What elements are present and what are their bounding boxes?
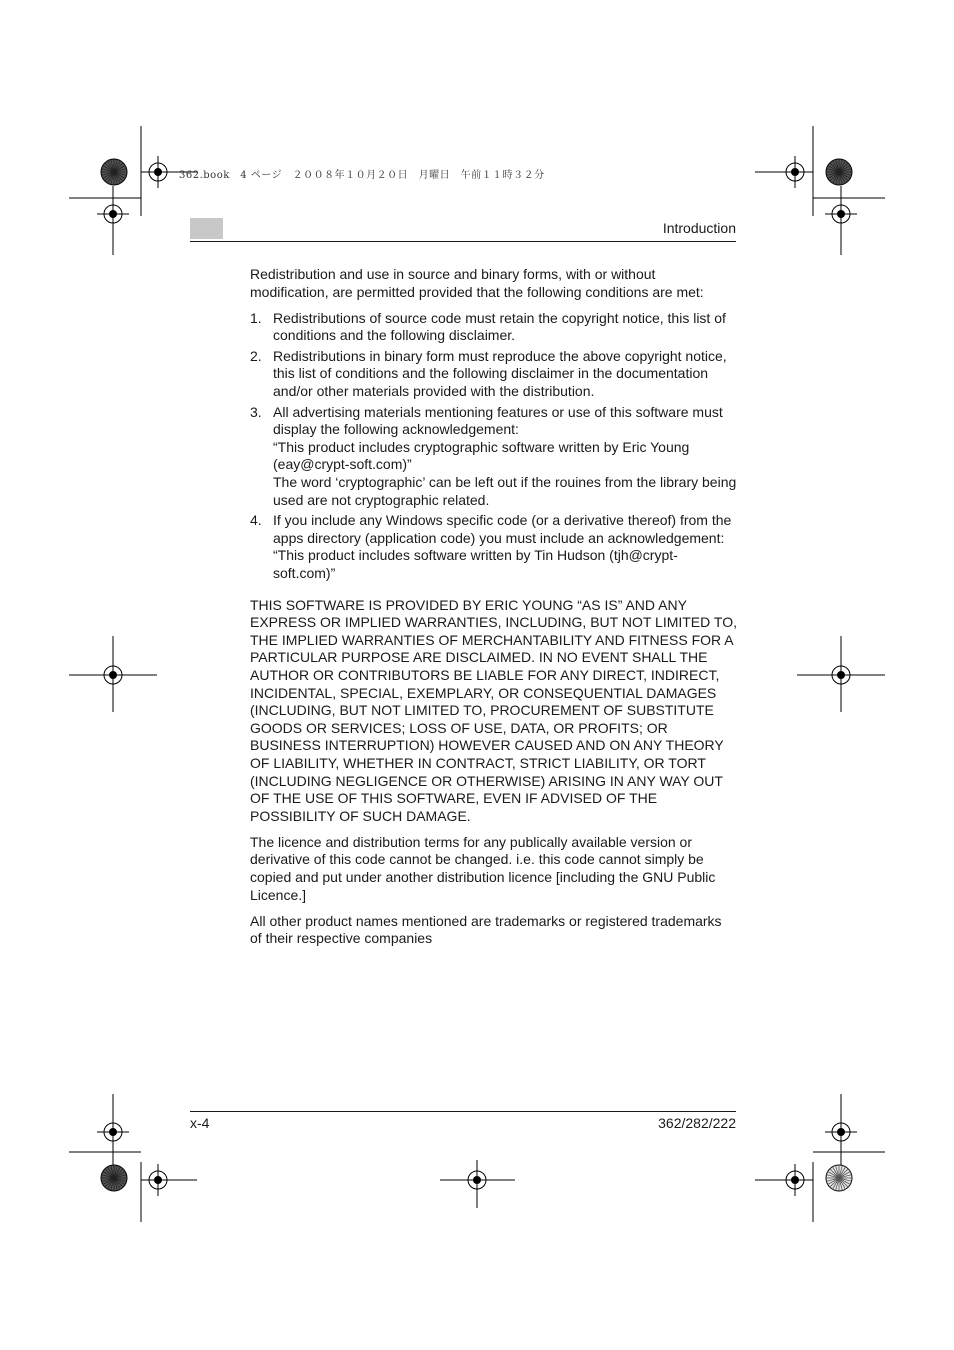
condition-text: Redistributions in binary form must reproduce the above copyright notice, this list of conditions and the following disclaimer in the documentation and/or other materials provided with the distribution.: [273, 347, 727, 400]
color-bar-wheel-icon: [101, 159, 127, 185]
condition-text: Redistributions of source code must retain the copyright notice, this list of conditions and the following disclaimer.: [273, 309, 726, 344]
registration-mark-icon: [97, 659, 129, 691]
page-header-title: Introduction: [662, 220, 736, 236]
color-bar-wheel-icon: [826, 1165, 852, 1191]
registration-mark-icon: [142, 156, 174, 188]
registration-mark-icon: [97, 198, 129, 230]
condition-text: All advertising materials mentioning features or use of this software must display the following acknowledgement:: [273, 403, 723, 438]
condition-number: 1.: [250, 309, 262, 326]
condition-text: “This product includes software written by Tin Hudson (tjh@crypt-soft.com)”: [273, 547, 678, 581]
condition-item: [250, 404, 737, 510]
registration-mark-icon: [97, 1116, 129, 1148]
condition-number: 2.: [250, 347, 262, 364]
condition-item: [250, 512, 737, 582]
condition-text: If you include any Windows specific code (or a derivative thereof) from the apps directory (application code) you must include an acknowledgement:: [273, 512, 732, 546]
registration-mark-icon: [461, 1164, 493, 1196]
registration-mark-icon: [779, 156, 811, 188]
registration-mark-icon: [825, 198, 857, 230]
condition-number: 4.: [250, 512, 262, 529]
registration-mark-icon: [825, 659, 857, 691]
registration-mark-icon: [779, 1164, 811, 1196]
condition-text: The word ‘cryptographic’ can be left out if the rouines from the library being used are not cryptographic related.: [273, 474, 737, 508]
footer-rule: [190, 1111, 736, 1112]
footer-model-numbers: 362/282/222: [658, 1115, 736, 1131]
registration-mark-icon: [142, 1164, 174, 1196]
condition-item: [250, 348, 737, 401]
condition-number: 3.: [250, 403, 262, 420]
intro-paragraph: Redistribution and use in source and binary forms, with or without modification, are permitted provided that the following conditions are met:: [250, 266, 704, 300]
conditions-list: [250, 310, 737, 583]
disclaimer-paragraph: THIS SOFTWARE IS PROVIDED BY ERIC YOUNG “AS IS” AND ANY EXPRESS OR IMPLIED WARRANTIES, INCLUDING, BUT NOT LIMITED TO, THE IMPLIED WARRANTIES OF MERCHANTABILITY AND FITNESS FOR A PARTICULAR PURPOSE ARE DISCLAIMED. IN NO EVENT SHALL THE AUTHOR OR CONTRIBUTORS BE LIABLE FOR ANY DIRECT, INDIRECT, INCIDENTAL, SPECIAL, EXEMPLARY, OR CONSEQUENTIAL DAMAGES (INCLUDING, BUT NOT LIMITED TO, PROCUREMENT OF SUBSTITUTE GOODS OR SERVICES; LOSS OF USE, DATA, OR PROFITS; OR BUSINESS INTERRUPTION) HOWEVER CAUSED AND ON ANY THEORY OF LIABILITY, WHETHER IN CONTRACT, STRICT LIABILITY, OR TORT (INCLUDING NEGLIGENCE OR OTHERWISE) ARISING IN ANY WAY OUT OF THE USE OF THIS SOFTWARE, EVEN IF ADVISED OF THE POSSIBILITY OF SUCH DAMAGE.: [250, 596, 737, 824]
color-bar-wheel-icon: [101, 1165, 127, 1191]
page-content: [250, 266, 737, 956]
condition-text: “This product includes cryptographic software written by Eric Young (eay@crypt-soft.com)”: [273, 438, 690, 473]
header-rule: [190, 241, 736, 242]
condition-item: [250, 310, 737, 345]
header-tab-marker: [190, 218, 223, 239]
trademarks-paragraph: All other product names mentioned are trademarks or registered trademarks of their respective companies: [250, 912, 722, 947]
registration-mark-icon: [825, 1116, 857, 1148]
licence-paragraph: The licence and distribution terms for any publically available version or derivative of this code cannot be changed. i.e. this code cannot simply be copied and put under another distribution licence [including the GNU Public Licence.]: [250, 833, 716, 903]
print-file-info: 362.book 4 ページ ２００８年１０月２０日 月曜日 午前１１時３２分: [179, 170, 545, 181]
color-bar-wheel-icon: [826, 159, 852, 185]
footer-page-number: x-4: [190, 1115, 210, 1131]
